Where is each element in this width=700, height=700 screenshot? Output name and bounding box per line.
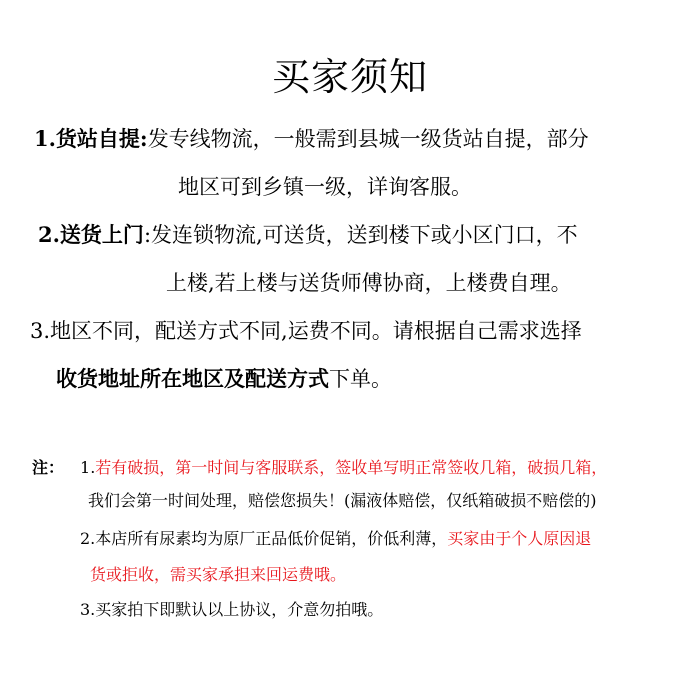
- note-line1: [32, 456, 607, 480]
- item3-line1: 3.地区不同，配送方式不同,运费不同。请根据自己需求选择: [30, 319, 582, 343]
- note1-line2: 我们会第一时间处理，赔偿您损失！(漏液体赔偿，仅纸箱破损不赔偿的): [88, 491, 597, 510]
- item2-label: 2.送货上门: [38, 222, 144, 247]
- note2-red-text: 买家由于个人原因退: [447, 529, 592, 548]
- item2-line2: 上楼,若上楼与送货师傅协商，上楼费自理。: [166, 271, 572, 295]
- page-title: 买家须知: [271, 55, 428, 99]
- item3-bold: 收货地址所在地区及配送方式: [56, 366, 329, 391]
- note1-red-text: 若有破损，第一时间与客服联系，签收单写明正常签收几箱，破损几箱，: [95, 458, 608, 477]
- note2-black-text: 2.本店所有尿素均为原厂正品低价促销，价低利薄，: [80, 529, 448, 548]
- item3-tail: 下单。: [329, 367, 392, 391]
- note2-line2: 货或拒收，需买家承担来回运费哦。: [90, 565, 347, 584]
- item1-label: 1.货站自提:: [34, 126, 148, 151]
- item1-text1: 发专线物流，一般需到县城一级货站自提，部分: [147, 127, 589, 151]
- note3-line: 3.买家拍下即默认以上协议，介意勿拍哦。: [80, 600, 384, 619]
- item3-line2: [56, 364, 392, 394]
- note-label: 注：: [32, 458, 65, 477]
- note1-prefix: 1.: [80, 458, 96, 477]
- note2-line1: [80, 527, 591, 551]
- item1-line2: 地区可到乡镇一级，详询客服。: [178, 175, 472, 199]
- item2-line1: [38, 220, 578, 250]
- item1-line1: [34, 124, 589, 154]
- item2-text1: :发连锁物流,可送货，送到楼下或小区门口，不: [143, 223, 578, 247]
